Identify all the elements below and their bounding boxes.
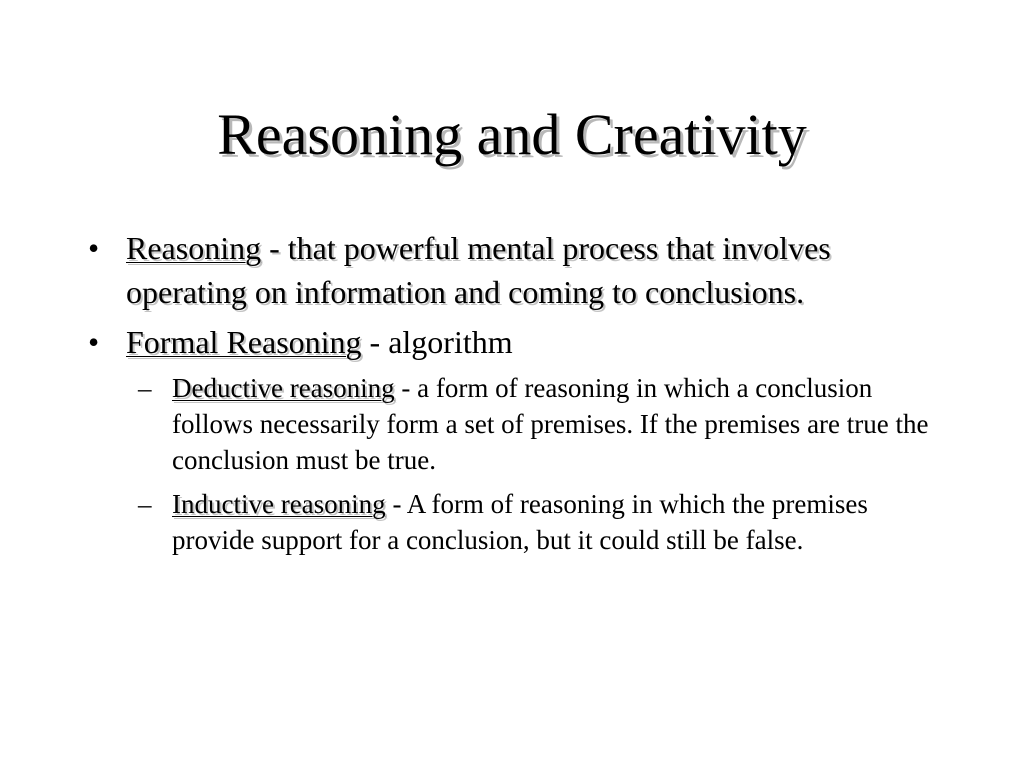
bullet-icon: • bbox=[88, 324, 100, 360]
dash-icon: – bbox=[138, 373, 152, 403]
term-inductive-reasoning: Inductive reasoning bbox=[172, 489, 386, 519]
term-deductive-reasoning: Deductive reasoning bbox=[172, 373, 395, 403]
definition-formal-reasoning: - algorithm bbox=[361, 324, 513, 360]
subpoint-deductive-reasoning bbox=[88, 370, 948, 478]
definition-deductive-reasoning: - a form of reasoning in which a conclusion follows necessarily form a set of premises. If the premises are true the conclusion must be true. bbox=[172, 373, 929, 475]
term-reasoning: Reasoning bbox=[126, 230, 262, 266]
term-formal-reasoning: Formal Reasoning bbox=[126, 324, 362, 360]
definition-reasoning: - that powerful mental process that involves operating on information and coming to conclusions. bbox=[126, 230, 831, 310]
bullet-point-reasoning bbox=[88, 226, 948, 314]
bullet-icon: • bbox=[88, 230, 100, 266]
slide-body bbox=[88, 226, 948, 566]
dash-icon: – bbox=[138, 489, 152, 519]
bullet-point-formal-reasoning bbox=[88, 320, 948, 364]
slide-title: Reasoning and Creativity bbox=[217, 102, 807, 167]
subpoint-inductive-reasoning bbox=[88, 486, 948, 558]
definition-inductive-reasoning: - A form of reasoning in which the premises provide support for a conclusion, but it could still be false. bbox=[172, 489, 868, 555]
